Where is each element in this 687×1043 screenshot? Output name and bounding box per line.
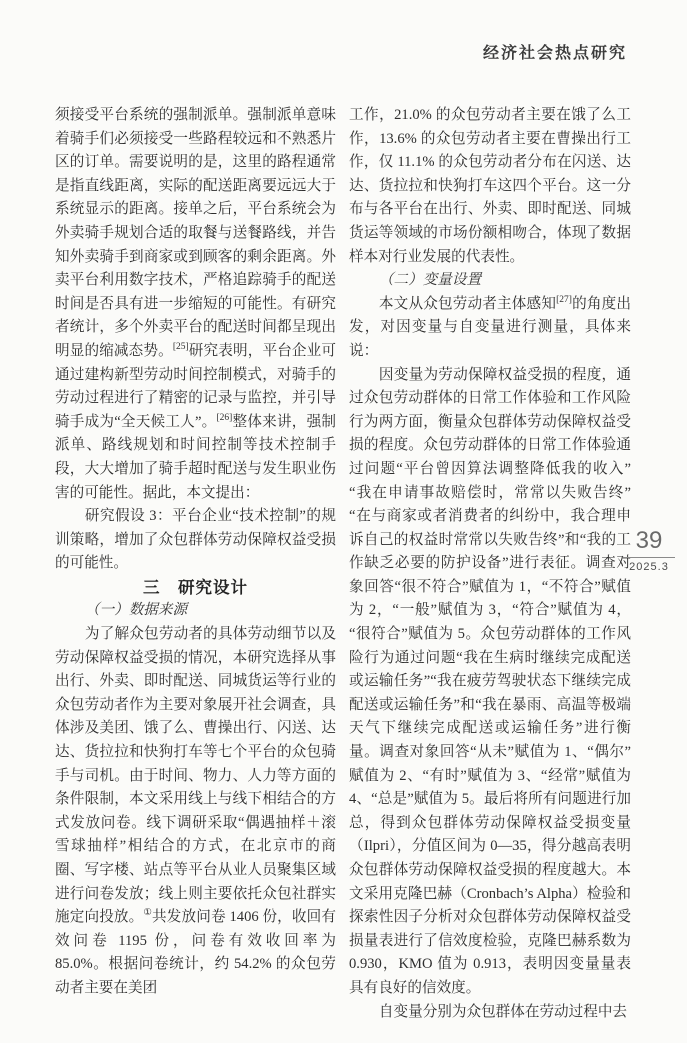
footnote-ref-25: [25] — [172, 342, 189, 353]
paragraph-text: 研究表明，平台企业可通过建构新型劳动时间控制模式，对骑手的劳动过程进行了精密的记录与监控，并引导骑手成为“全天候工人”。 — [55, 342, 336, 430]
paragraph-sample-distribution: 工作，21.0% 的众包劳动者主要在饿了么工作，13.6% 的众包劳动者主要在曹操出行工作，仅 11.1% 的众包劳动者分布在闪送、达达、货拉拉和快狗打车这四个平台。这一分布与各平台在出行、外卖、即时配送、同城货运等领域的市场份额相吻合，体现了数据样本对行业发展的代表性。 — [349, 107, 631, 265]
folio-divider — [623, 557, 675, 558]
paragraph-technical-control — [55, 104, 336, 505]
issue-label: 2025.3 — [629, 561, 669, 573]
paragraph-text: 须接受平台系统的强制派单。强制派单意味着骑手们必须接受一些路程较远和不熟悉片区的订单。需要说明的是，这里的路程通常是指直线距离，实际的配送距离要远远大于系统显示的距离。接单之后，平台系统会为外卖骑手规划合适的取餐与送餐路线，并告知外卖骑手到商家或到顾客的剩余距离。外卖平台利用数字技术，严格追踪骑手的配送时间是否具有进一步缩短的可能性。有研究者统计，多个外卖平台的配送时间都呈现出明显的缩减态势。 — [55, 107, 336, 359]
paragraph-text: 共发放问卷 1406 份，收回有效问卷 1195 份，问卷有效收回率为 85.0%。根据问卷统计，约 54.2% 的众包劳动者主要在美团 — [55, 909, 336, 996]
left-column — [55, 104, 336, 1001]
paragraph-data-source — [55, 623, 336, 1001]
paragraph-text: 本文从众包劳动者主体感知 — [378, 295, 557, 312]
paragraph-perception — [349, 293, 631, 364]
paragraph-independent-variable: 自变量分别为众包群体在劳动过程中去 — [378, 1003, 628, 1020]
footnote-ref-26: [26] — [216, 412, 233, 423]
page-number: 39 — [635, 527, 663, 554]
footnote-ref-circle-1: ① — [143, 908, 153, 919]
paragraph-text: 的角度出发，对因变量与自变量进行测量，具体来说： — [349, 295, 631, 359]
subsection-heading-data-source: （一）数据来源 — [84, 602, 188, 619]
paragraph-dependent-variable: 因变量为劳动保障权益受损的程度，通过众包劳动群体的日常工作体验和工作风险行为两方面，衡量众包群体劳动保障权益受损的程度。众包劳动群体的日常工作体验通过问题“平台曾因算法调整降低我的收入”“我在申请事故赔偿时，常常以失败告终”“在与商家或者消费者的纠纷中，我合理申诉自己的权益时常常以失败告终”和“我的工作缺乏必要的防护设备”进行表征。调查对象回答“很不符合”赋值为 1，“不符合”赋值为 2，“一般”赋值为 3，“符合”赋值为 4，“很符合”赋值为 5。众包劳动群体的工作风险行为通过问题“我在生病时继续完成配送或运输任务”“我在疲劳驾驶状态下继续完成配送或运输任务”和“我在暴雨、高温等极端天气下继续完成配送或运输任务”进行衡量。调查对象回答“从未”赋值为 1、“偶尔”赋值为 2、“有时”赋值为 3、“经常”赋值为 4、“总是”赋值为 5。最后将所有问题进行加总，得到众包群体劳动保障权益受损变量（Ilpri），分值区间为 0—35，得分越高表明众包群体劳动保障权益受损的程度越大。本文采用克隆巴赫（Cronbach’s Alpha）检验和探索性因子分析对众包群体劳动保障权益受损量表进行了信效度检验，克隆巴赫系数为 0.930，KMO 值为 0.913，表明因变量量表具有良好的信效度。 — [349, 366, 631, 996]
section-heading-research-design: 三 研究设计 — [143, 577, 248, 597]
right-column — [349, 104, 631, 1024]
running-header: 经济社会热点研究 — [482, 45, 627, 62]
subsection-heading-variable-setting: （二）变量设置 — [378, 272, 482, 289]
paragraph-hypothesis-3: 研究假设 3：平台企业“技术控制”的规训策略，增加了众包群体劳动保障权益受损的可能性。 — [55, 508, 336, 572]
paragraph-text: 整体来讲，强制派单、路线规划和时间控制等技术控制手段，大大增加了骑手超时配送与发生职业伤害的可能性。据此，本文提出： — [55, 413, 336, 501]
footnote-ref-27: [27] — [556, 294, 572, 305]
paragraph-text: 为了解众包劳动者的具体劳动细节以及劳动保障权益受损的情况，本研究选择从事出行、外卖、即时配送、同城货运等行业的众包劳动者作为主要对象展开社会调查，具体涉及美团、饿了么、曹操出行、闪送、达达、货拉拉和快狗打车等七个平台的众包骑手与司机。由于时间、物力、人力等方面的条件限制，本文采用线上与线下相结合的方式发放问卷。线下调研采取“偶遇抽样＋滚雪球抽样”相结合的方式，在北京市的商圈、写字楼、站点等平台从业人员聚集区域进行问卷发放；线上则主要依托众包社群实施定向投放。 — [55, 626, 336, 926]
folio-block — [618, 527, 680, 573]
